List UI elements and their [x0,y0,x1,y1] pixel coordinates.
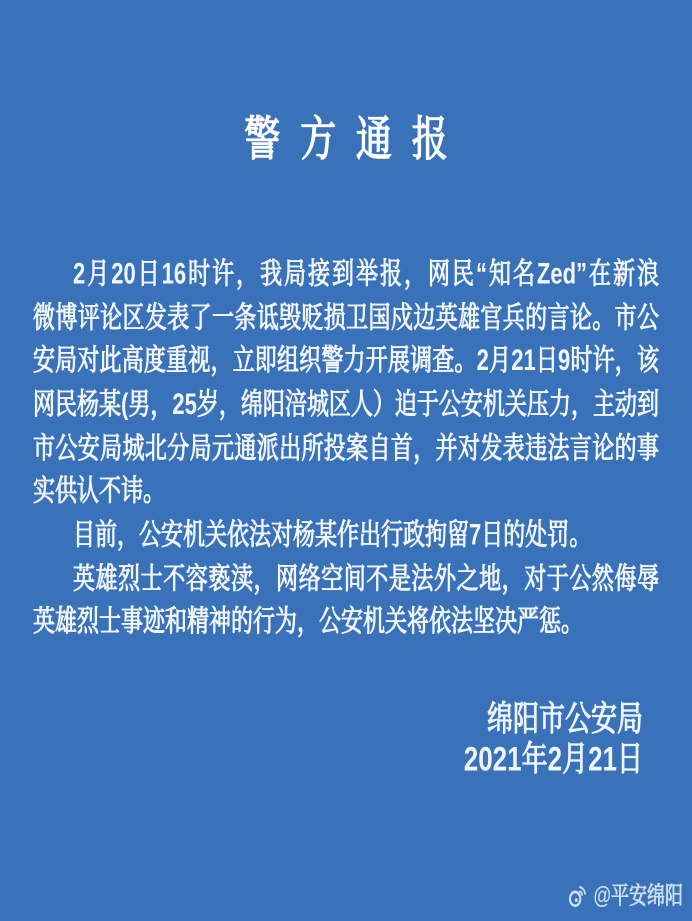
body-line: 目前，公安机关依法对杨某作出行政拘留7日的处罚。 [73,517,592,551]
watermark-handle: @平安绵阳 [593,882,683,910]
body-line: 微博评论区发表了一条诋毁贬损卫国戍边英雄官兵的言论。市公 [33,300,659,334]
notice-body [33,253,659,644]
body-line: 2月20日16时许，我局接到举报，网民“知名Zed”在新浪 [73,256,659,291]
weibo-icon [567,880,588,908]
body-line: 安局对此高度重视，立即组织警力开展调查。2月21日9时许，该 [33,343,659,378]
signature-date: 2021年2月21日 [463,738,643,778]
notice-title: 警方通报 [244,111,468,167]
signature-block [464,700,643,779]
body-line: 实供认不讳。 [33,474,166,508]
body-line: 市公安局城北分局元通派出所投案自首，并对发表违法言论的事 [33,430,659,465]
weibo-watermark [567,877,683,912]
body-line: 英雄烈士不容亵渎，网络空间不是法外之地，对于公然侮辱 [73,561,659,595]
body-line: 英雄烈士事迹和精神的行为，公安机关将依法坚决严惩。 [33,604,584,638]
signature-agency: 绵阳市公安局 [486,698,643,739]
body-line: 网民杨某(男，25岁，绵阳涪城区人）迫于公安机关压力，主动到 [33,387,659,421]
